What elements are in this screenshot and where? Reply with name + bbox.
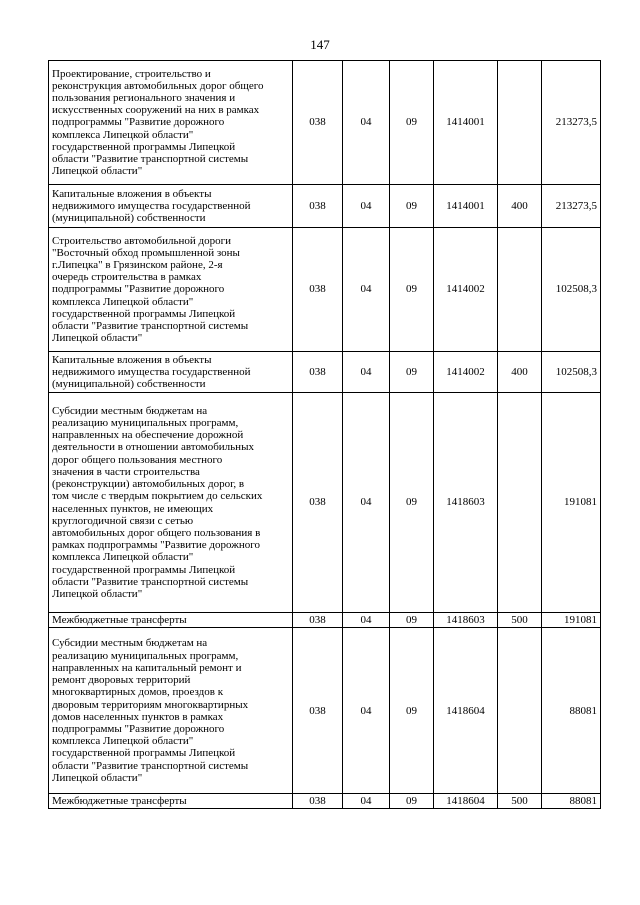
expense-kind-cell (498, 61, 542, 185)
table-row (49, 185, 601, 228)
expense-kind-cell (498, 228, 542, 352)
amount-cell: 213273,5 (542, 185, 601, 228)
section-code-cell: 04 (343, 185, 390, 228)
target-article-cell: 1414001 (434, 61, 498, 185)
budget-table (48, 60, 601, 809)
amount-cell: 88081 (542, 794, 601, 809)
ministry-code-cell: 038 (293, 61, 343, 185)
target-article-cell: 1414001 (434, 185, 498, 228)
ministry-code-cell: 038 (293, 185, 343, 228)
subsection-code-cell: 09 (390, 228, 434, 352)
expense-kind-cell: 500 (498, 613, 542, 628)
ministry-code-cell: 038 (293, 393, 343, 613)
table-row (49, 794, 601, 809)
target-article-cell: 1418603 (434, 613, 498, 628)
expense-kind-cell (498, 393, 542, 613)
subsection-code-cell: 09 (390, 185, 434, 228)
row-name-cell: Межбюджетные трансферты (49, 613, 293, 628)
ministry-code-cell: 038 (293, 794, 343, 809)
expense-kind-cell: 400 (498, 185, 542, 228)
subsection-code-cell: 09 (390, 794, 434, 809)
section-code-cell: 04 (343, 61, 390, 185)
amount-cell: 191081 (542, 613, 601, 628)
expense-kind-cell: 500 (498, 794, 542, 809)
section-code-cell: 04 (343, 393, 390, 613)
section-code-cell: 04 (343, 613, 390, 628)
section-code-cell: 04 (343, 628, 390, 794)
section-code-cell: 04 (343, 352, 390, 393)
expense-kind-cell (498, 628, 542, 794)
row-name-cell: Субсидии местным бюджетам на реализацию муниципальных программ, направленных на капитальный ремонт и ремонт дворовых территорий многоквартирных домов, проездов к дворовым территориям многоквартирных домов населенных пунктов в рамках подпрограммы "Развитие дорожного комплекса Липецкой области" государственной программы Липецкой области "Развитие транспортной системы Липецкой области" (49, 628, 293, 794)
table-row (49, 613, 601, 628)
section-code-cell: 04 (343, 228, 390, 352)
target-article-cell: 1414002 (434, 352, 498, 393)
target-article-cell: 1418603 (434, 393, 498, 613)
amount-cell: 102508,3 (542, 352, 601, 393)
table-row (49, 393, 601, 613)
table-row (49, 352, 601, 393)
amount-cell: 102508,3 (542, 228, 601, 352)
table-row (49, 628, 601, 794)
subsection-code-cell: 09 (390, 628, 434, 794)
subsection-code-cell: 09 (390, 393, 434, 613)
table-row (49, 228, 601, 352)
target-article-cell: 1414002 (434, 228, 498, 352)
ministry-code-cell: 038 (293, 628, 343, 794)
row-name-cell: Проектирование, строительство и реконструкция автомобильных дорог общего пользования регионального значения и искусственных сооружений на них в рамках подпрограммы "Развитие дорожного комплекса Липецкой области" государственной программы Липецкой области "Развитие транспортной системы Липецкой области" (49, 61, 293, 185)
subsection-code-cell: 09 (390, 613, 434, 628)
row-name-cell: Капитальные вложения в объекты недвижимого имущества государственной (муниципальной) собственности (49, 185, 293, 228)
table-row (49, 61, 601, 185)
subsection-code-cell: 09 (390, 352, 434, 393)
ministry-code-cell: 038 (293, 352, 343, 393)
row-name-cell: Межбюджетные трансферты (49, 794, 293, 809)
amount-cell: 88081 (542, 628, 601, 794)
row-name-cell: Субсидии местным бюджетам на реализацию муниципальных программ, направленных на обеспечение дорожной деятельности в отношении автомобильных дорог общего пользования местного значения в части строительства (реконструкции) автомобильных дорог, в том числе с твердым покрытием до сельских населенных пунктов, не имеющих круглогодичной связи с сетью автомобильных дорог общего пользования в рамках подпрограммы "Развитие дорожного комплекса Липецкой области" государственной программы Липецкой области "Развитие транспортной системы Липецкой области" (49, 393, 293, 613)
amount-cell: 213273,5 (542, 61, 601, 185)
amount-cell: 191081 (542, 393, 601, 613)
target-article-cell: 1418604 (434, 794, 498, 809)
expense-kind-cell: 400 (498, 352, 542, 393)
ministry-code-cell: 038 (293, 613, 343, 628)
ministry-code-cell: 038 (293, 228, 343, 352)
page-number: 147 (310, 37, 330, 52)
target-article-cell: 1418604 (434, 628, 498, 794)
row-name-cell: Капитальные вложения в объекты недвижимого имущества государственной (муниципальной) собственности (49, 352, 293, 393)
row-name-cell: Строительство автомобильной дороги "Восточный обход промышленной зоны г.Липецка" в Грязинском районе, 2-я очередь строительства в рамках подпрограммы "Развитие дорожного комплекса Липецкой области" государственной программы Липецкой области "Развитие транспортной системы Липецкой области" (49, 228, 293, 352)
section-code-cell: 04 (343, 794, 390, 809)
subsection-code-cell: 09 (390, 61, 434, 185)
